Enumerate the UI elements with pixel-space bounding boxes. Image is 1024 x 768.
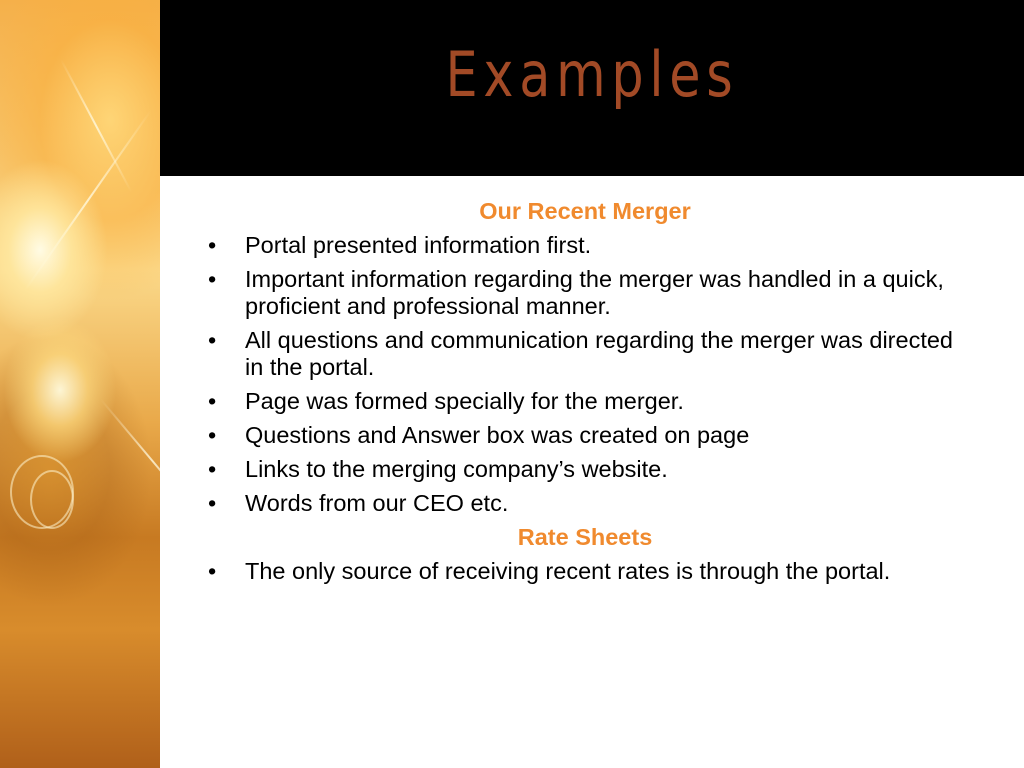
bullet-marker: •	[208, 456, 217, 482]
list-item-text: All questions and communication regarding the merger was directed in the portal.	[245, 327, 953, 380]
bullet-marker: •	[208, 266, 217, 292]
bullet-marker: •	[208, 232, 217, 258]
list-item	[200, 232, 970, 259]
bullet-marker: •	[208, 490, 217, 516]
list-item-text: Important information regarding the merger was handled in a quick, proficient and professional manner.	[245, 266, 944, 319]
slide-body	[200, 198, 970, 592]
list-item	[200, 558, 970, 585]
list-item-text: Words from our CEO etc.	[245, 490, 509, 516]
light-streak	[60, 59, 132, 192]
bullet-list-merger	[200, 232, 970, 517]
list-item	[200, 422, 970, 449]
list-item	[200, 388, 970, 415]
light-streak	[100, 399, 160, 523]
bullet-marker: •	[208, 388, 217, 414]
bullet-marker: •	[208, 327, 217, 353]
section-heading-rate-sheets: Rate Sheets	[517, 524, 653, 550]
bullet-marker: •	[208, 558, 217, 584]
title-bar	[160, 0, 1024, 176]
list-item-text: Questions and Answer box was created on page	[245, 422, 750, 448]
list-item	[200, 456, 970, 483]
list-item	[200, 490, 970, 517]
decorative-light-bulb-image	[0, 0, 160, 768]
list-item-text: Page was formed specially for the merger.	[245, 388, 684, 414]
bullet-list-rate-sheets	[200, 558, 970, 585]
list-item	[200, 327, 970, 381]
list-item-text: Links to the merging company’s website.	[245, 456, 668, 482]
list-item-text: Portal presented information first.	[245, 232, 592, 258]
slide-title: Examples	[445, 38, 739, 111]
section-heading-merger: Our Recent Merger	[479, 198, 691, 224]
filament-loop	[30, 470, 74, 529]
bullet-marker: •	[208, 422, 217, 448]
light-streak	[24, 110, 152, 291]
list-item-text: The only source of receiving recent rates is through the portal.	[245, 558, 891, 584]
list-item	[200, 266, 970, 320]
